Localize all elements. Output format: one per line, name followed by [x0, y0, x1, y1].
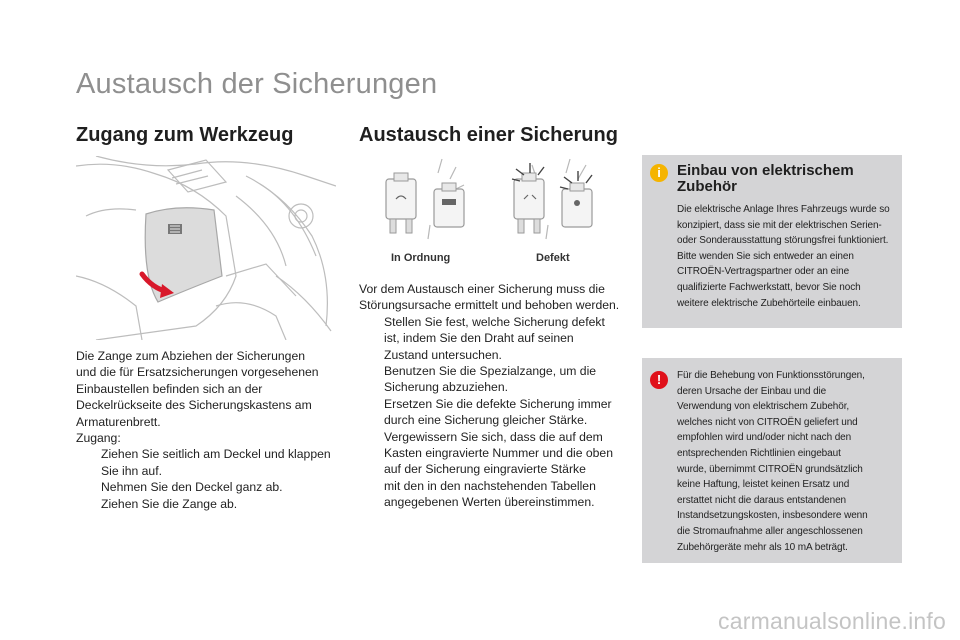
text-line: konzipiert, dass sie mit der elektrischen Serien-: [677, 219, 882, 231]
info-box: [642, 155, 902, 328]
text-line: erstattet nicht die daraus entstandenen: [677, 494, 846, 506]
text-line: Vergewissern Sie sich, dass die auf dem: [384, 429, 603, 444]
section-title-tool-access: Zugang zum Werkzeug: [76, 124, 294, 146]
info-icon: i: [650, 164, 668, 182]
section-title-fuse-replacement: Austausch einer Sicherung: [359, 124, 618, 146]
list-item: [76, 479, 338, 495]
text-line: ist, indem Sie den Draht auf seinen: [384, 331, 574, 346]
text-line: durch eine Sicherung gleicher Stärke.: [384, 413, 588, 428]
list-item: [76, 446, 338, 479]
middle-body: [359, 281, 627, 511]
text-line: Deckelrückseite des Sicherungskastens am: [76, 398, 312, 413]
text-line: und die für Ersatzsicherungen vorgesehenen: [76, 365, 319, 380]
text-line: Zugang:: [76, 431, 121, 446]
text-line: Sie ihn auf.: [101, 463, 162, 478]
fuse-ok-1: [386, 173, 416, 233]
info-box-text: [677, 202, 897, 311]
text-line: Instandsetzungskosten, insbesondere wenn: [677, 510, 868, 522]
text-line: Bitte wenden Sie sich entweder an einen: [677, 250, 854, 262]
text-line: Benutzen Sie die Spezialzange, um die: [384, 364, 597, 379]
text-line: Ziehen Sie die Zange ab.: [101, 496, 238, 511]
text-line: angegebenen Werten übereinstimmen.: [384, 495, 595, 510]
text-line: Für die Behebung von Funktionsstörungen,: [677, 370, 865, 381]
text-line: oder Sonderausstattung störungsfrei funktioniert.: [677, 235, 889, 247]
text-line: wurde, übernimmt CITROËN grundsätzlich: [677, 463, 863, 475]
text-line: auf der Sicherung eingravierte Stärke: [384, 462, 586, 477]
text-line: Stellen Sie fest, welche Sicherung defekt: [384, 314, 605, 329]
text-line: Vor dem Austausch einer Sicherung muss die: [359, 282, 605, 296]
text-line: Einbau von elektrischem: [677, 162, 854, 179]
warning-box-text: [677, 368, 897, 555]
fuse-ok-label: In Ordnung: [391, 252, 451, 264]
text-line: Nehmen Sie den Deckel ganz ab.: [101, 480, 283, 495]
text-line: Armaturenbrett.: [76, 414, 161, 429]
text-line: Ziehen Sie seitlich am Deckel und klappen: [101, 447, 331, 462]
list-item: [359, 396, 627, 429]
fuse-ok-2: [434, 183, 464, 227]
text-line: Kasten eingravierte Nummer und die oben: [384, 446, 613, 461]
list-item: [359, 314, 627, 363]
text-line: keine Haftung, leistet keinen Ersatz und: [677, 479, 850, 491]
text-line: welches nicht von CITROËN geliefert und: [677, 416, 858, 428]
fuse-defect-1: [512, 163, 544, 233]
text-line: Die elektrische Anlage Ihres Fahrzeugs wurde so: [677, 204, 890, 215]
warning-icon: !: [650, 371, 668, 389]
watermark: carmanualsonline.info: [718, 608, 946, 634]
left-body: [76, 348, 338, 512]
warning-box: [642, 358, 902, 563]
fuse-illustration: [372, 155, 612, 251]
fuse-defect-2: [560, 171, 592, 227]
list-item: [359, 429, 627, 511]
text-line: CITROËN-Vertragspartner oder an eine: [677, 266, 850, 278]
text-line: mit den in den nachstehenden Tabellen: [384, 478, 596, 493]
text-line: deren Ursache der Einbau und die: [677, 385, 827, 397]
list-item: [359, 363, 627, 396]
text-line: Störungsursache ermittelt und behoben werden.: [359, 298, 620, 313]
text-line: Sicherung abzuziehen.: [384, 380, 508, 395]
text-line: entsprechenden Richtlinien eingebaut: [677, 447, 841, 459]
text-line: Zustand untersuchen.: [384, 347, 502, 362]
text-line: Ersetzen Sie die defekte Sicherung immer: [384, 396, 612, 411]
text-line: die Stromaufnahme aller angeschlossenen: [677, 525, 863, 537]
fuse-defect-label: Defekt: [536, 252, 570, 264]
text-line: qualifizierte Fachwerkstatt, bevor Sie noch: [677, 281, 861, 293]
text-line: Zubehör: [677, 178, 737, 195]
glovebox-illustration: [76, 156, 336, 340]
list-item: [76, 496, 338, 512]
text-line: Einbaustellen befinden sich an der: [76, 381, 263, 396]
text-line: Verwendung von elektrischem Zubehör,: [677, 401, 850, 413]
page-title: Austausch der Sicherungen: [76, 68, 438, 100]
text-line: Die Zange zum Abziehen der Sicherungen: [76, 349, 305, 363]
text-line: weitere elektrische Zubehörteile einbauen.: [677, 297, 861, 309]
text-line: Zubehörgeräte mehr als 10 mA beträgt.: [677, 541, 848, 553]
fuse-drawing: [372, 155, 612, 251]
text-line: empfohlen wird und/oder nicht nach den: [677, 432, 852, 444]
dashboard-drawing: [76, 156, 336, 340]
info-box-title: [677, 163, 897, 195]
